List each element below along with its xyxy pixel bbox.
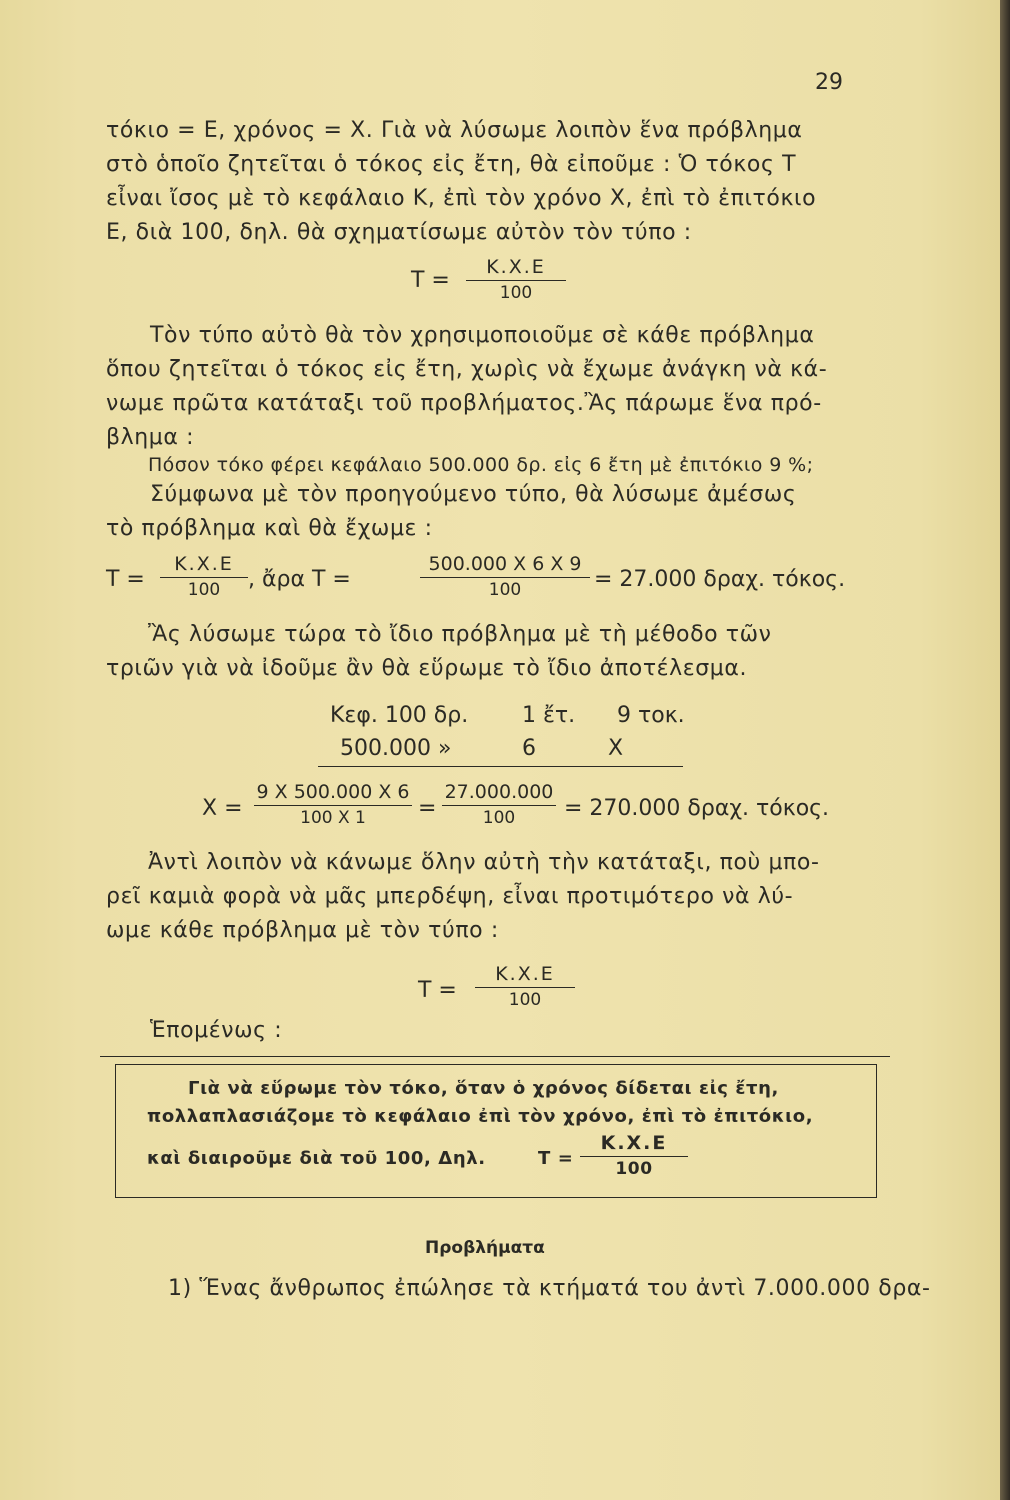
- fraction-bar: [580, 1156, 688, 1157]
- text-line: βλημα :: [106, 425, 195, 450]
- solution-fraction-2: [420, 553, 590, 600]
- text-line: ὅπου ζητεῖται ὁ τόκος εἰς ἔτη, χωρὶς νὰ ἔχωμε ἀνάγκη νὰ κά-: [106, 357, 828, 382]
- solution-denominator-1: 100: [187, 580, 221, 600]
- formula2-lhs: Τ =: [418, 978, 457, 1003]
- calc-lhs: Χ =: [202, 796, 243, 821]
- formula-numerator: Κ.Χ.Ε: [486, 256, 546, 278]
- fraction-bar: [442, 805, 556, 806]
- problems-heading: Προβλήματα: [425, 1238, 545, 1258]
- rule-line-1: Γιὰ νὰ εὕρωμε τὸν τόκο, ὅταν ὁ χρόνος δίδεται εἰς ἔτη,: [188, 1078, 779, 1099]
- rule-line-3: καὶ διαιροῦμε διὰ τοῦ 100, Δηλ.: [147, 1148, 486, 1169]
- rule-box-fraction: [580, 1132, 688, 1179]
- solution-denominator-2: 100: [488, 580, 522, 600]
- text-line: Ε, διὰ 100, δηλ. θὰ σχηματίσωμε αὐτὸν τὸν τύπο :: [106, 220, 692, 245]
- rule-row2-col3: Χ: [608, 736, 624, 761]
- fraction-bar: [475, 987, 575, 988]
- therefore-label: Ἑπομένως :: [150, 1018, 283, 1043]
- rule-line-2: πολλαπλασιάζομε τὸ κεφάλαιο ἐπὶ τὸν χρόνο, ἐπὶ τὸ ἐπιτόκιο,: [147, 1106, 814, 1127]
- solution-numerator-2: 500.000 Χ 6 Χ 9: [428, 553, 582, 575]
- text-line: νωμε πρῶτα κατάταξι τοῦ προβλήματος.Ἂς πάρωμε ἕνα πρό-: [106, 391, 822, 416]
- formula-denominator: 100: [499, 283, 533, 303]
- rule-row1-col3: 9 τοκ.: [617, 703, 685, 728]
- example-question: Πόσον τόκο φέρει κεφάλαιο 500.000 δρ. εἰς 6 ἔτη μὲ ἐπιτόκιο 9 %;: [148, 454, 814, 476]
- formula-lhs: Τ =: [411, 268, 450, 293]
- fraction-bar: [420, 577, 590, 578]
- rule-row2-col1: 500.000 »: [340, 736, 452, 761]
- formula2-fraction: [475, 963, 575, 1010]
- calc-fraction-1: [254, 781, 412, 828]
- calc-denominator-2: 100: [482, 808, 516, 828]
- text-line: στὸ ὁποῖο ζητεῖται ὁ τόκος εἰς ἔτη, θὰ εἰποῦμε : Ὁ τόκος Τ: [106, 152, 797, 177]
- text-line: ωμε κάθε πρόβλημα μὲ τὸν τύπο :: [106, 918, 499, 943]
- text-line: ρεῖ καμιὰ φορὰ νὰ μᾶς μπερδέψη, εἶναι προτιμότερο νὰ λύ-: [106, 884, 794, 909]
- rule-box-numerator: Κ.Χ.Ε: [600, 1132, 668, 1154]
- rule-row2-col2: 6: [522, 736, 536, 761]
- formula2-denominator: 100: [508, 990, 542, 1010]
- solution-fraction-1: [160, 553, 248, 600]
- formula-fraction: [466, 256, 566, 303]
- fraction-bar: [254, 805, 412, 806]
- calc-numerator-1: 9 Χ 500.000 Χ 6: [256, 781, 410, 803]
- solution-numerator-1: Κ.Χ.Ε: [174, 553, 234, 575]
- calc-result: = 270.000 δραχ. τόκος.: [564, 796, 830, 821]
- calc-denominator-1: 100 Χ 1: [300, 808, 366, 828]
- calc-fraction-2: [442, 781, 556, 828]
- problem-1: 1) Ἕνας ἄνθρωπος ἐπώλησε τὰ κτήματά του ἀντὶ 7.000.000 δρα-: [168, 1276, 931, 1301]
- text-line: Ἂς λύσωμε τώρα τὸ ἴδιο πρόβλημα μὲ τὴ μέθοδο τῶν: [148, 622, 772, 647]
- rule-row1-col1: Κεφ. 100 δρ.: [330, 703, 469, 728]
- solution-lhs: Τ =: [106, 567, 145, 592]
- text-line: Ἀντὶ λοιπὸν νὰ κάνωμε ὅλην αὐτὴ τὴν κατάταξι, ποὺ μπο-: [148, 850, 820, 875]
- page-number: 29: [815, 70, 843, 95]
- rule-box-denominator: 100: [615, 1159, 653, 1179]
- text-line: τὸ πρόβλημα καὶ θὰ ἔχωμε :: [106, 516, 433, 541]
- rule-row1-col2: 1 ἔτ.: [522, 703, 576, 728]
- solution-result: = 27.000 δραχ. τόκος.: [594, 567, 846, 592]
- fraction-bar: [466, 280, 566, 281]
- rule-box-lhs: Τ =: [538, 1148, 574, 1169]
- table-rule: [318, 766, 683, 767]
- text-line: Σύμφωνα μὲ τὸν προηγούμενο τύπο, θὰ λύσωμε ἀμέσως: [150, 482, 797, 507]
- text-line: τριῶν γιὰ νὰ ἰδοῦμε ἂν θὰ εὕρωμε τὸ ἴδιο ἀποτέλεσμα.: [106, 656, 748, 681]
- calc-numerator-2: 27.000.000: [444, 781, 554, 803]
- text-line: Τὸν τύπο αὐτὸ θὰ τὸν χρησιμοποιοῦμε σὲ κάθε πρόβλημα: [150, 323, 815, 348]
- fraction-bar: [160, 577, 248, 578]
- calc-equals: =: [418, 796, 437, 821]
- page-edge-shadow: [1000, 0, 1010, 1500]
- formula2-numerator: Κ.Χ.Ε: [495, 963, 555, 985]
- text-line: εἶναι ἴσος μὲ τὸ κεφάλαιο Κ, ἐπὶ τὸν χρόνο Χ, ἐπὶ τὸ ἐπιτόκιο: [106, 186, 817, 211]
- solution-ara: , ἄρα Τ =: [248, 567, 351, 592]
- box-top-rule: [100, 1056, 890, 1057]
- text-line: τόκιο = Ε, χρόνος = Χ. Γιὰ νὰ λύσωμε λοιπὸν ἕνα πρόβλημα: [106, 118, 803, 143]
